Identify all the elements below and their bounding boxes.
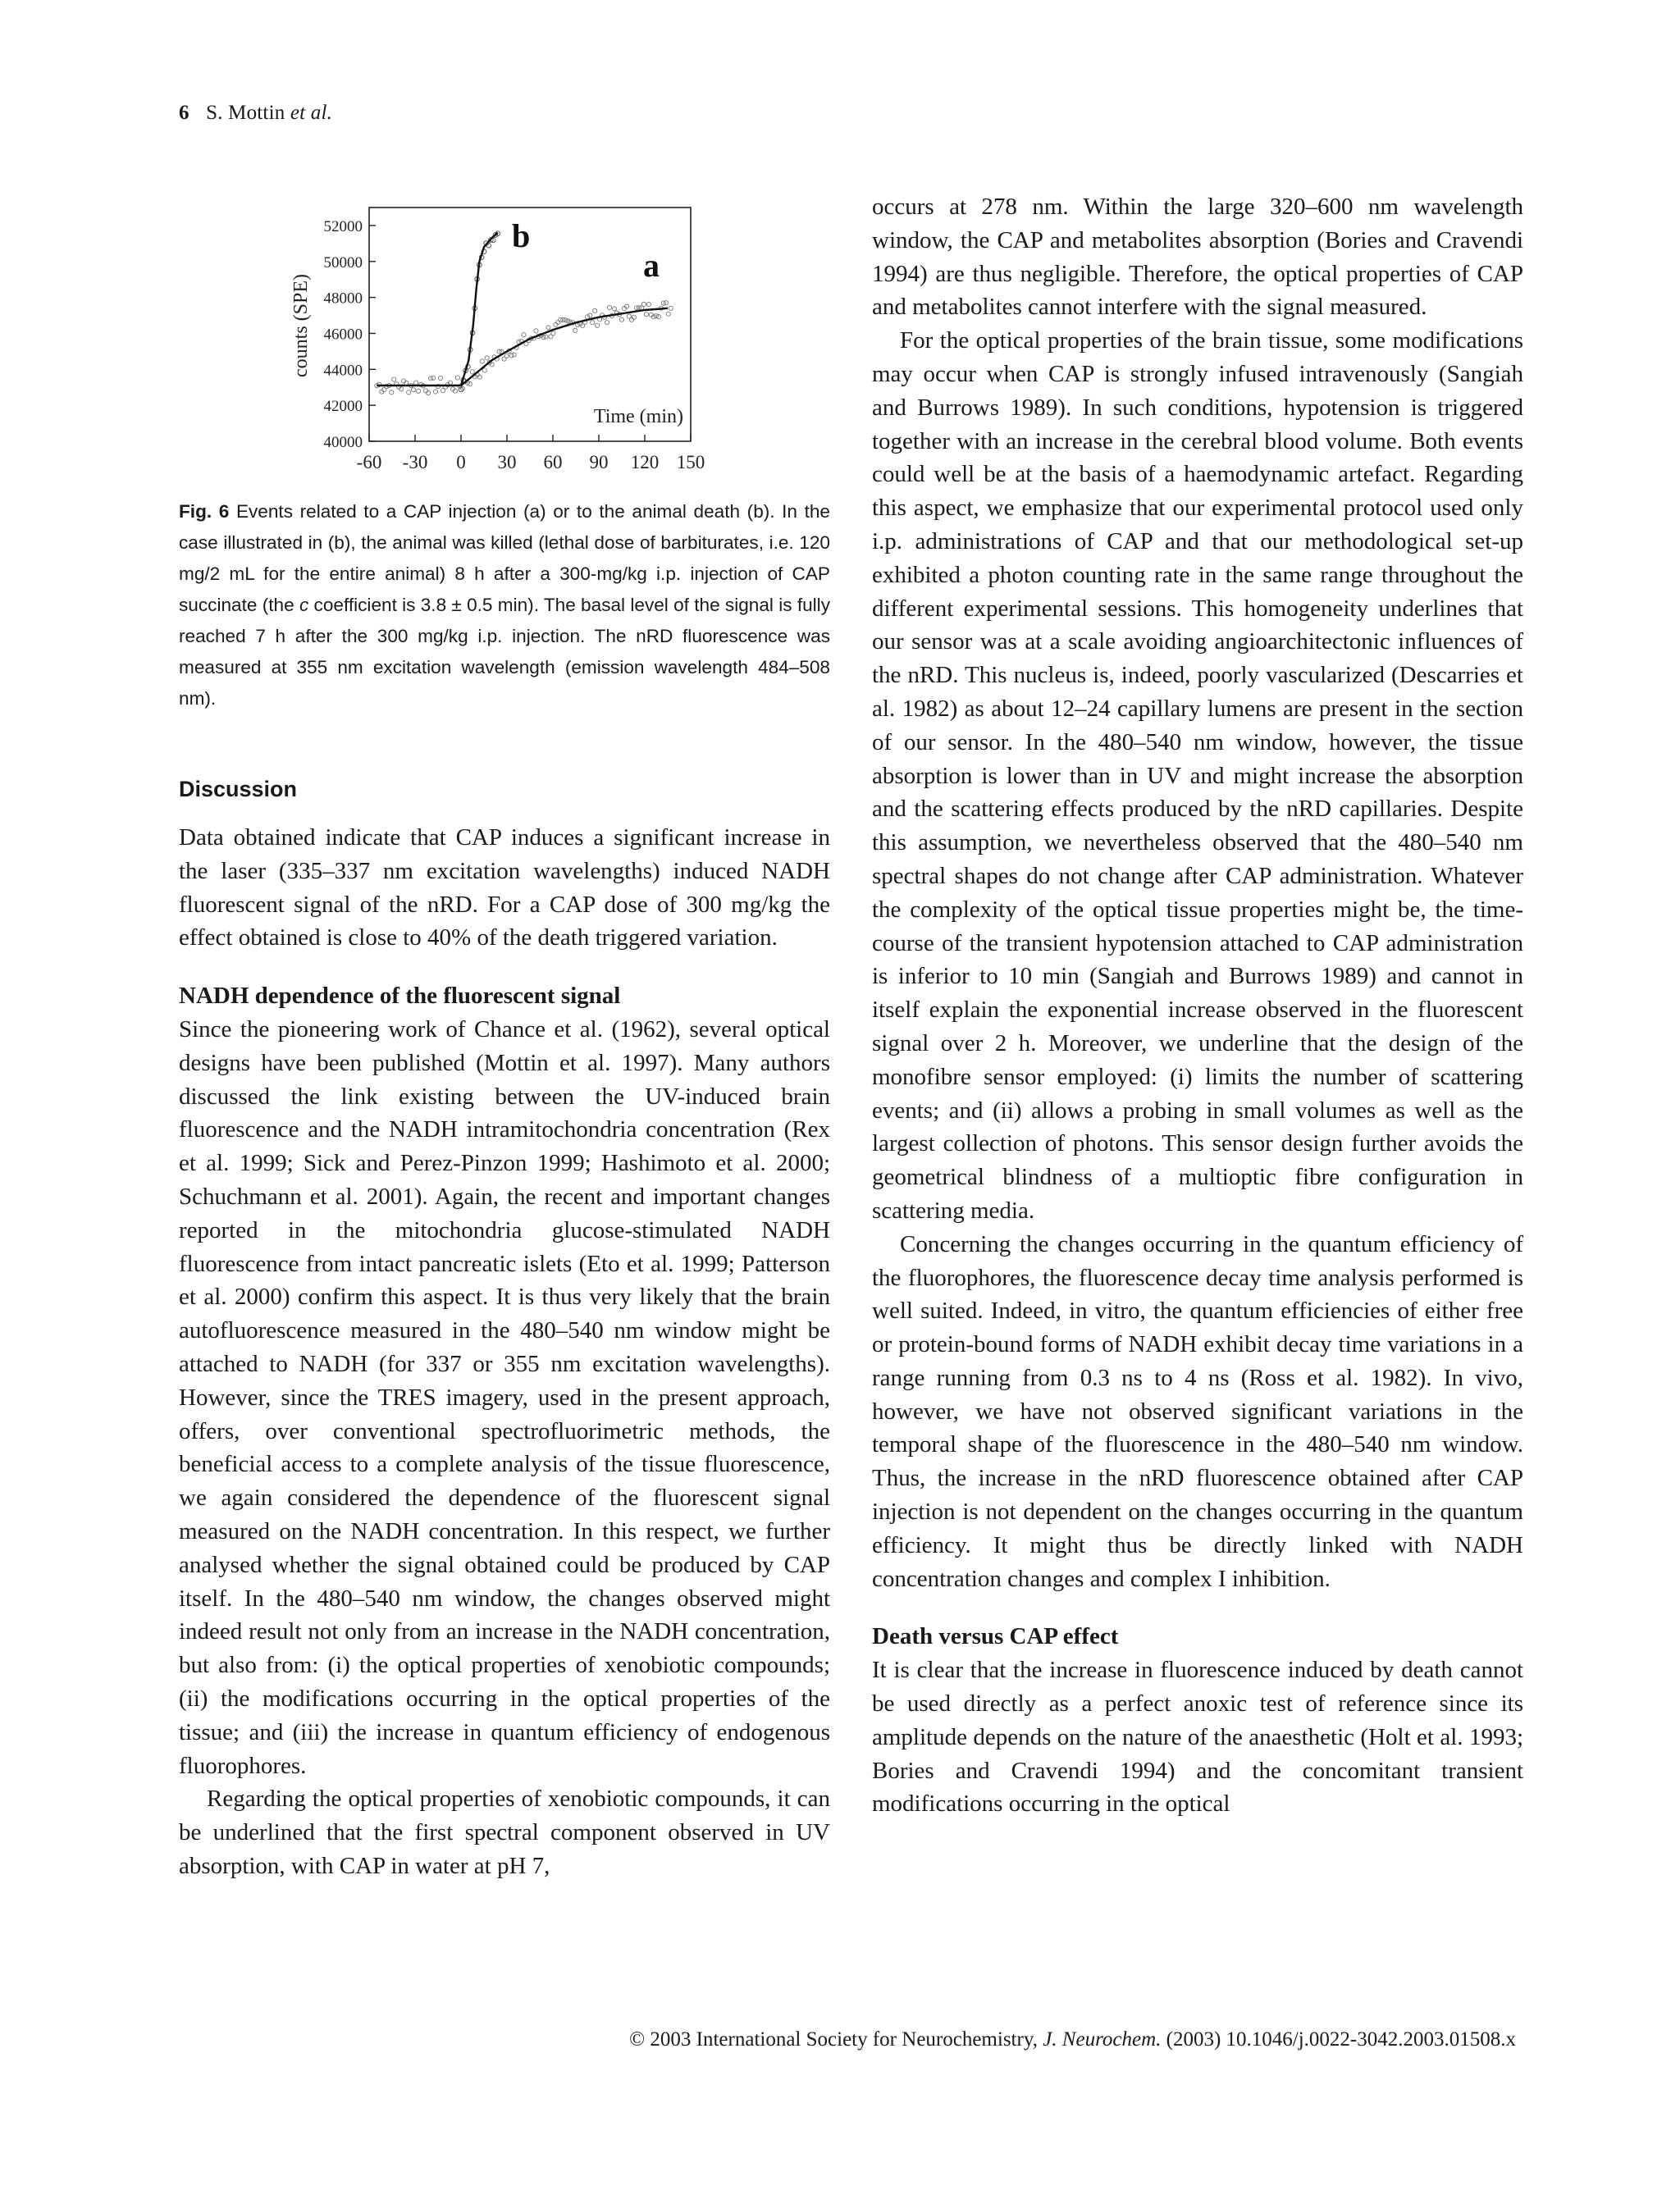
- data-point-a: [596, 323, 600, 327]
- x-tick-label: -60: [356, 452, 382, 472]
- data-point-a: [414, 381, 418, 385]
- footer-copyright: © 2003 International Society for Neurochemistry,: [629, 2028, 1038, 2051]
- series-label-b: b: [512, 217, 531, 254]
- data-point-a: [470, 370, 474, 374]
- data-point-a: [468, 381, 472, 385]
- left-paragraph-3: Regarding the optical properties of xenobiotic compounds, it can be underlined that the first spectral component observed in UV absorption, with CAP in water at pH 7,: [179, 1786, 830, 1879]
- page-number: 6: [179, 102, 189, 124]
- left-paragraph-2: Since the pioneering work of Chance et al. (1962), several optical designs have been published (Mottin et al. 1997). Many authors discussed the link existing between the UV-induced brain fluorescence and the NADH intramitochondria concentration (Rex et al. 1999; Sick and Perez-Pinzon 1999; Hashimoto et al. 2000; Schuchmann et al. 2001). Again, the recent and important changes reported in the mitochondria glucose-stimulated NADH fluorescence from intact pancreatic islets (Eto et al. 1999; Patterson et al. 2000) confirm this aspect. It is thus very likely that the brain autofluorescence measured in the 480–540 nm window might be attached to NADH (for 337 or 355 nm excitation wavelengths). However, since the TRES imagery, used in the present approach, offers, over conventional spectrofluorimetric methods, the beneficial access to a complete analysis of the tissue fluorescence, we again considered the dependence of the fluorescent signal measured on the NADH concentration. In this respect, we further analysed whether the signal obtained could be produced by CAP itself. In the 480–540 nm window, the changes observed might indeed result not only from an increase in the NADH concentration, but also from: (i) the optical properties of xenobiotic compounds; (ii) the modifications occurring in the optical properties of the tissue; and (iii) the increase in quantum efficiency of endogenous fluorophores.: [179, 1015, 830, 1779]
- footer-journal: J. Neurochem.: [1043, 2028, 1162, 2051]
- data-point-a: [605, 321, 609, 325]
- discussion-heading: Discussion: [179, 777, 298, 801]
- x-tick-label: 30: [497, 452, 517, 472]
- data-point-a: [546, 326, 550, 330]
- data-point-a: [455, 376, 459, 380]
- x-ticks: [357, 435, 705, 472]
- data-point-a: [612, 307, 616, 311]
- y-tick-label: 46000: [323, 326, 363, 344]
- data-point-a: [632, 315, 636, 319]
- series-label-a: a: [643, 247, 660, 284]
- data-point-a: [619, 317, 623, 322]
- y-tick-label: 52000: [323, 217, 363, 235]
- data-point-a: [641, 302, 646, 306]
- data-point-a: [482, 368, 486, 372]
- y-tick-label: 50000: [323, 253, 363, 271]
- right-paragraph-2: For the optical properties of the brain tissue, some modifications may occur when CAP is strongly infused intravenously (Sangiah and Burrows 1989). In such conditions, hypotension is triggered together with an increase in the cerebral blood volume. Both events could well be at the basis of a haemodynamic artefact. Regarding this aspect, we emphasize that our experimental protocol used only i.p. administrations of CAP and that our methodological set-up exhibited a photon counting rate in the same range throughout the different experimental sessions. This homogeneity underlines that our sensor was at a scale avoiding angioarchitectonic influences of the nRD. This nucleus is, indeed, poorly vascularized (Descarries et al. 1982) as about 12–24 capillary lumens are present in the section of our sensor. In the 480–540 nm window, however, the tissue absorption is lower than in UV and might increase the absorption and the scattering effects produced by the nRD capillaries. Despite this assumption, we nevertheless observed that the 480–540 nm spectral shapes do not change after CAP administration. Whatever the complexity of the optical tissue properties might be, the time-course of the transient hypotension attached to CAP administration is inferior to 10 min (Sangiah and Burrows 1989) and cannot in itself explain the exponential increase observed in the fluorescent signal over 2 h. Moreover, we underline that the design of the monofibre sensor employed: (i) limits the number of scattering events; and (ii) allows a probing in small volumes as well as the largest collection of photons. This sensor design further avoids the geometrical blindness of a multioptic fibre configuration in scattering media.: [872, 327, 1523, 1224]
- x-tick-label: 0: [456, 452, 466, 472]
- right-paragraph-4: It is clear that the increase in fluorescence induced by death cannot be used directly as a perfect anoxic test of reference since its amplitude depends on the nature of the anaesthetic (Holt et al. 1993; Bories and Cravendi 1994) and the concomitant transient modifications occurring in the optical: [872, 1657, 1523, 1818]
- left-paragraph-1: Data obtained indicate that CAP induces a significant increase in the laser (335–337 nm excitation wavelengths) induced NADH fluorescent signal of the nRD. For a CAP dose of 300 mg/kg the effect obtained is close to 40% of the death triggered variation.: [179, 824, 830, 951]
- caption-text: Events related to a CAP injection (a) or to the animal death (b). In the case illustrated in (b), the animal was killed (lethal dose of barbiturates, i.e. 120 mg/2 mL for the entire animal) 8 h after a 300-mg/kg i.p. injection of CAP succinate (the: [179, 501, 831, 615]
- data-point-a: [485, 356, 489, 360]
- data-point-a: [593, 308, 597, 312]
- data-point-a: [607, 305, 611, 309]
- footer: [629, 2028, 1516, 2052]
- data-point-a: [544, 335, 548, 339]
- footer-doi: (2003) 10.1046/j.0022-3042.2003.01508.x: [1166, 2028, 1516, 2051]
- running-head-authors: S. Mottin: [206, 102, 285, 124]
- nadh-heading: NADH dependence of the fluorescent signal: [179, 983, 621, 1010]
- left-column: [179, 775, 830, 1883]
- x-axis-label: Time (min): [593, 406, 683, 427]
- data-point-a: [433, 390, 437, 394]
- data-point-a: [504, 354, 509, 358]
- y-tick-label: 40000: [323, 434, 363, 451]
- fit-curves: [377, 233, 668, 385]
- data-point-a: [591, 321, 595, 325]
- data-point-a: [407, 390, 411, 395]
- x-tick-label: 90: [589, 452, 609, 472]
- data-point-a: [669, 306, 673, 310]
- data-point-a: [480, 359, 484, 363]
- figure-6: [179, 185, 835, 495]
- data-point-a: [392, 377, 396, 381]
- y-tick-label: 42000: [323, 398, 363, 416]
- data-point-a: [534, 329, 538, 333]
- data-point-a: [573, 328, 578, 332]
- caption-c-symbol: c: [299, 595, 309, 615]
- data-point-a: [390, 390, 394, 395]
- data-point-a: [477, 375, 482, 379]
- data-point-a: [656, 314, 660, 318]
- x-tick-label: 150: [676, 452, 705, 472]
- data-point-a: [502, 357, 506, 361]
- y-ticks: [324, 218, 377, 451]
- figure-6-chart: [179, 185, 835, 495]
- running-head: [179, 102, 332, 125]
- data-point-a: [438, 376, 442, 380]
- right-column: [872, 190, 1523, 1821]
- data-point-a: [666, 312, 670, 316]
- right-paragraph-3: Concerning the changes occurring in the quantum efficiency of the fluorophores, the fluorescence decay time analysis performed is well suited. Indeed, in vitro, the quantum efficiencies of either free or protein-bound forms of NADH exhibit decay time variations in a range running from 0.3 ns to 4 ns (Ross et al. 1982). In vivo, however, we have not observed significant variations in the temporal shape of the fluorescence in the 480–540 nm window. Thus, the increase in the nRD fluorescence obtained after CAP injection is not dependent on the changes occurring in the quantum efficiency. It might thus be directly linked with NADH concentration changes and complex I inhibition.: [872, 1230, 1523, 1592]
- caption-label: Fig. 6: [179, 501, 230, 522]
- y-axis-label: counts (SPE): [290, 274, 312, 377]
- x-tick-label: -30: [402, 452, 428, 472]
- data-point-a: [412, 388, 416, 392]
- data-point-a: [512, 353, 516, 357]
- data-point-a: [646, 302, 651, 306]
- figure-caption: [179, 496, 830, 714]
- y-tick-label: 48000: [323, 290, 363, 308]
- y-tick-label: 44000: [323, 362, 363, 380]
- caption-text-2: coefficient is 3.8 ± 0.5 min). The basal level of the signal is fully reached 7 h after the 300 mg/kg i.p. injection. The nRD fluorescence was measured at 355 nm excitation wavelength (emission wavelength 484–508 nm).: [179, 595, 830, 709]
- x-tick-label: 60: [543, 452, 563, 472]
- data-point-a: [551, 331, 555, 335]
- death-heading: Death versus CAP effect: [872, 1623, 1119, 1650]
- data-point-a: [629, 317, 633, 322]
- data-point-a: [644, 312, 648, 317]
- data-point-a: [417, 389, 421, 393]
- right-paragraph-1: occurs at 278 nm. Within the large 320–600 nm wavelength window, the CAP and metabolites absorption (Bories and Cravendi 1994) are thus negligible. Therefore, the optical properties of CAP and metabolites cannot interfere with the signal measured.: [872, 194, 1523, 321]
- x-tick-label: 120: [630, 452, 660, 472]
- data-point-a: [522, 333, 526, 337]
- running-head-etal: et al.: [290, 102, 333, 124]
